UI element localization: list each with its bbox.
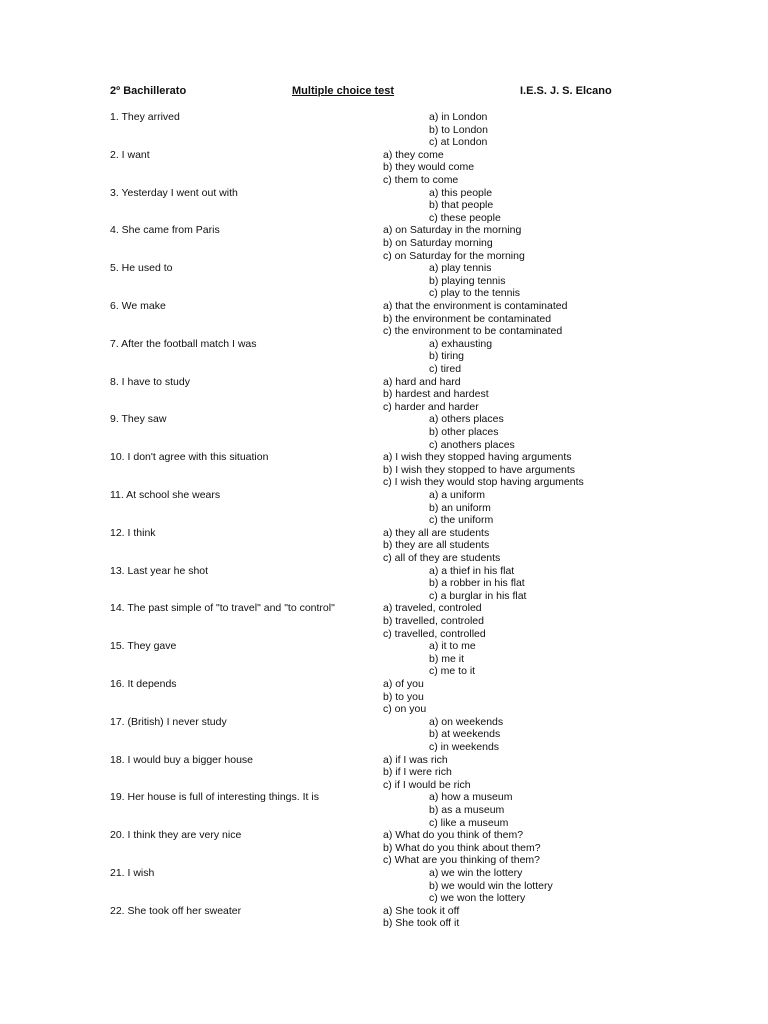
answer-option: c) if I would be rich: [383, 778, 471, 791]
answer-option: b) on Saturday morning: [383, 236, 493, 249]
answer-options: [429, 640, 476, 678]
answer-options: [383, 754, 471, 792]
answer-option: c) What are you thinking of them?: [383, 854, 540, 867]
answer-option: c) a burglar in his flat: [429, 589, 527, 602]
question-item: [0, 754, 768, 792]
answer-option: c) in weekends: [429, 740, 500, 753]
question-stem: 20. I think they are very nice: [110, 829, 242, 842]
answer-option: c) tired: [429, 362, 462, 375]
answer-options: [383, 678, 426, 716]
answer-options: [429, 565, 526, 603]
answer-options: [429, 338, 492, 376]
question-stem: 1. They arrived: [110, 111, 180, 123]
answer-option: a) they come: [383, 148, 444, 161]
question-stem: 8. I have to study: [110, 375, 190, 388]
answer-options: [429, 262, 520, 300]
answer-option: a) exhausting: [429, 337, 493, 350]
answer-options: [429, 791, 512, 829]
answer-option: c) we won the lottery: [429, 892, 526, 905]
question-item: [0, 489, 768, 527]
answer-option: b) at weekends: [429, 728, 501, 741]
answer-option: b) they would come: [383, 161, 475, 174]
answer-option: c) play to the tennis: [429, 287, 521, 300]
question-item: [0, 565, 768, 603]
answer-options: [383, 527, 500, 565]
question-stem: 21. I wish: [110, 866, 155, 879]
answer-option: c) travelled, controlled: [383, 627, 486, 640]
question-stem: 17. (British) I never study: [110, 715, 227, 728]
answer-option: b) as a museum: [429, 803, 505, 816]
question-stem: 11. At school she wears: [110, 488, 221, 501]
answer-option: c) all of they are students: [383, 551, 501, 564]
question-stem: 3. Yesterday I went out with: [110, 186, 238, 199]
question-stem: 15. They gave: [110, 640, 177, 653]
header-course: 2º Bachillerato: [110, 85, 187, 97]
question-stem: 12. I think: [110, 526, 156, 539]
answer-option: b) She took off it: [383, 917, 460, 930]
question-item: [0, 187, 768, 225]
question-item: [0, 300, 768, 338]
answer-option: a) how a museum: [429, 791, 513, 804]
question-item: [0, 678, 768, 716]
question-stem: 16. It depends: [110, 677, 177, 690]
answer-option: a) hard and hard: [383, 375, 461, 388]
question-item: [0, 527, 768, 565]
question-item: [0, 640, 768, 678]
answer-option: a) play tennis: [429, 262, 492, 275]
answer-option: b) to you: [383, 690, 424, 703]
answer-option: c) on you: [383, 703, 427, 716]
answer-option: c) at London: [429, 136, 488, 149]
answer-option: b) a robber in his flat: [429, 577, 525, 590]
answer-option: a) it to me: [429, 640, 476, 653]
answer-options: [383, 905, 459, 930]
answer-option: c) the environment to be contaminated: [383, 325, 563, 338]
answer-option: c) these people: [429, 211, 501, 224]
question-stem: 13. Last year he shot: [110, 564, 209, 577]
question-stem: 5. He used to: [110, 262, 173, 275]
answer-option: a) a uniform: [429, 488, 486, 501]
answer-options: [429, 413, 515, 451]
answer-options: [429, 187, 501, 225]
question-stem: 19. Her house is full of interesting things. It is: [110, 791, 319, 804]
answer-option: b) they are all students: [383, 539, 490, 552]
answer-option: a) on Saturday in the morning: [383, 224, 522, 237]
answer-option: c) me to it: [429, 665, 476, 678]
answer-option: b) tiring: [429, 350, 465, 363]
answer-option: b) other places: [429, 425, 499, 438]
question-stem: 22. She took off her sweater: [110, 904, 242, 917]
answer-options: [383, 602, 486, 640]
answer-option: b) I wish they stopped to have arguments: [383, 463, 576, 476]
question-item: [0, 149, 768, 187]
answer-options: [429, 867, 553, 905]
answer-options: [429, 489, 493, 527]
question-stem: 10. I don't agree with this situation: [110, 451, 269, 464]
answer-option: c) the uniform: [429, 514, 494, 527]
answer-option: c) harder and harder: [383, 400, 479, 413]
answer-option: c) anothers places: [429, 438, 515, 451]
header-school: I.E.S. J. S. Elcano: [520, 85, 612, 97]
answer-option: b) travelled, controled: [383, 614, 484, 627]
answer-option: a) traveled, controled: [383, 602, 482, 615]
answer-option: b) the environment be contaminated: [383, 312, 552, 325]
answer-options: [383, 224, 525, 262]
question-item: [0, 376, 768, 414]
answer-option: a) What do you think of them?: [383, 829, 524, 842]
answer-options: [383, 451, 584, 489]
question-item: [0, 867, 768, 905]
answer-option: a) on weekends: [429, 715, 504, 728]
answer-option: b) if I were rich: [383, 766, 452, 779]
answer-option: b) hardest and hardest: [383, 388, 489, 401]
question-item: [0, 791, 768, 829]
question-stem: 14. The past simple of "to travel" and "to control": [110, 602, 335, 615]
answer-option: a) we win the lottery: [429, 866, 523, 879]
question-item: [0, 716, 768, 754]
answer-option: c) I wish they would stop having arguments: [383, 476, 584, 489]
answer-option: a) I wish they stopped having arguments: [383, 451, 572, 464]
question-stem: 9. They saw: [110, 413, 167, 426]
question-item: [0, 905, 768, 943]
answer-option: a) they all are students: [383, 526, 490, 539]
answer-option: b) an uniform: [429, 501, 491, 514]
answer-option: c) them to come: [383, 173, 459, 186]
answer-option: c) like a museum: [429, 816, 509, 829]
question-stem: 2. I want: [110, 148, 150, 161]
question-item: [0, 224, 768, 262]
answer-option: a) in London: [429, 111, 488, 123]
answer-option: b) we would win the lottery: [429, 879, 553, 892]
answer-option: a) of you: [383, 677, 424, 690]
answer-option: b) to London: [429, 123, 488, 136]
question-item: [0, 829, 768, 867]
question-item: [0, 111, 768, 149]
answer-option: c) on Saturday for the morning: [383, 249, 525, 262]
question-stem: 4. She came from Paris: [110, 224, 220, 237]
answer-option: b) me it: [429, 652, 465, 665]
question-item: [0, 451, 768, 489]
question-item: [0, 262, 768, 300]
question-list: [0, 111, 768, 943]
answer-option: b) What do you think about them?: [383, 841, 541, 854]
answer-options: [383, 149, 474, 187]
question-stem: 7. After the football match I was: [110, 337, 257, 350]
answer-option: a) She took it off: [383, 904, 460, 917]
answer-options: [383, 376, 489, 414]
answer-option: a) this people: [429, 186, 493, 199]
question-item: [0, 338, 768, 376]
question-stem: 18. I would buy a bigger house: [110, 753, 254, 766]
question-stem: 6. We make: [110, 299, 166, 312]
answer-options: [429, 716, 503, 754]
header-title: Multiple choice test: [292, 85, 395, 97]
answer-option: a) if I was rich: [383, 753, 448, 766]
answer-option: b) playing tennis: [429, 274, 506, 287]
question-item: [0, 602, 768, 640]
answer-option: b) that people: [429, 199, 494, 212]
answer-options: [429, 111, 488, 149]
answer-option: a) a thief in his flat: [429, 564, 515, 577]
answer-options: [383, 300, 567, 338]
answer-option: a) others places: [429, 413, 504, 426]
answer-options: [383, 829, 541, 867]
answer-option: a) that the environment is contaminated: [383, 299, 568, 312]
question-item: [0, 413, 768, 451]
